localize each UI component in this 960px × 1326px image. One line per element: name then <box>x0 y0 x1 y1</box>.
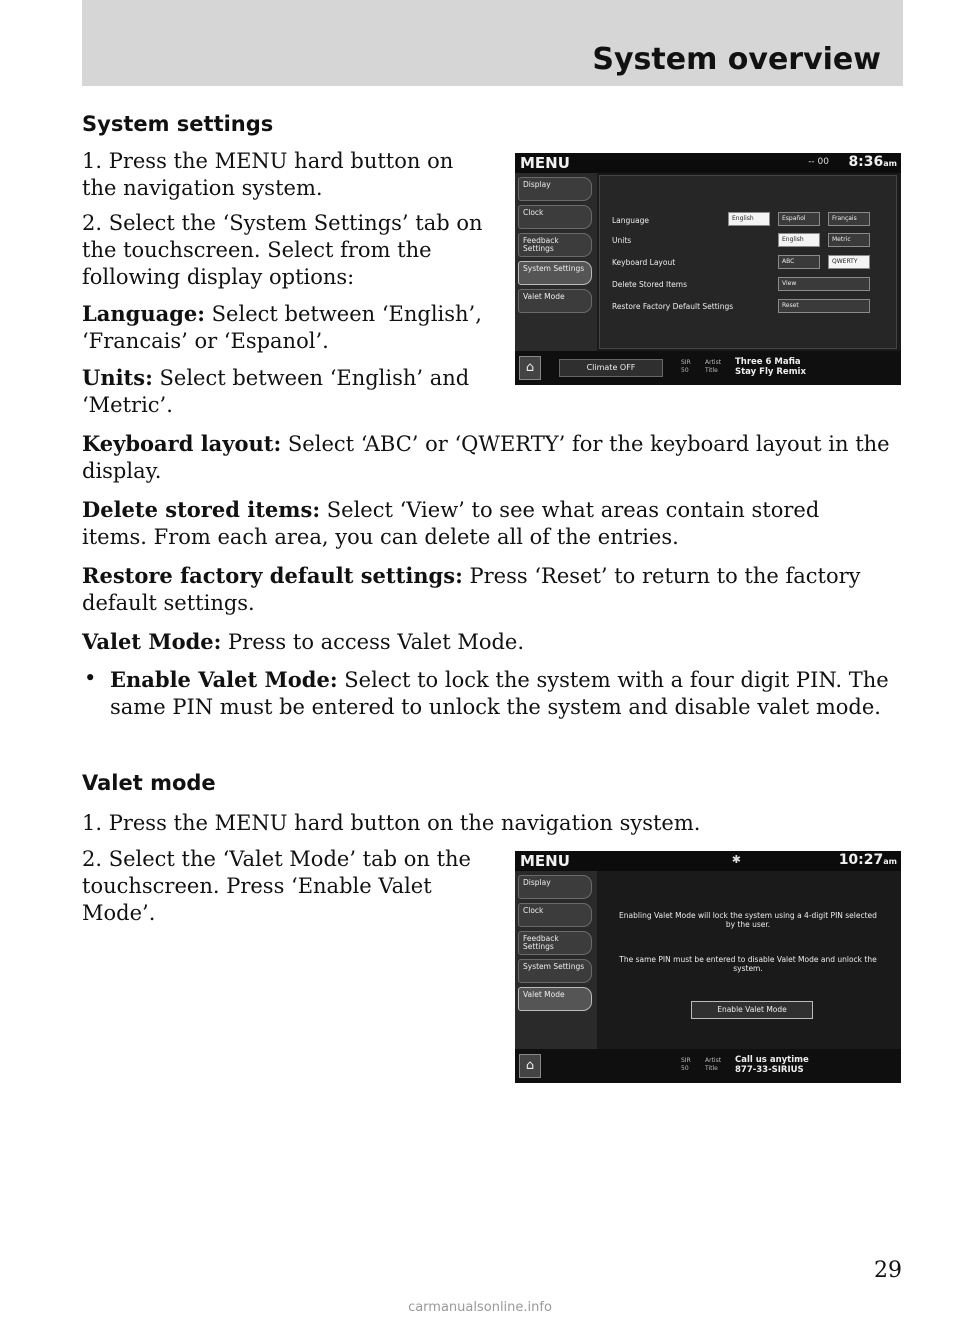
enable-valet-mode-text: Select to lock the system with a four digit PIN. The same PIN must be entered to unlock the system and disable valet mode. <box>110 668 889 719</box>
artist-label: Artist <box>705 1057 722 1064</box>
row-delete-stored-items: Delete Stored Items <box>612 280 687 289</box>
row-units: Units <box>612 236 632 245</box>
page-number: 29 <box>874 1258 902 1283</box>
track-info <box>735 357 806 377</box>
delete-stored-items-text: Select ‘View’ to see what areas contain stored items. From each area, you can delete all of the entries. <box>82 498 820 549</box>
title-label: Title <box>705 1065 718 1072</box>
artist-name: Three 6 Mafia <box>735 357 801 367</box>
restore-defaults-label: Restore factory default settings: <box>82 563 463 588</box>
climate-button[interactable]: Climate OFF <box>559 359 663 377</box>
reset-button[interactable]: Reset <box>778 299 870 313</box>
system-settings-screenshot <box>515 153 901 385</box>
option-francais[interactable]: Français <box>828 212 870 226</box>
tab-valet-mode[interactable]: Valet Mode <box>518 289 592 313</box>
bottom-bar <box>515 351 901 385</box>
bottom-bar <box>515 1049 901 1083</box>
clock-display <box>848 154 897 170</box>
tab-feedback-settings[interactable]: Feedback Settings <box>518 931 592 955</box>
title-label: Title <box>705 367 718 374</box>
menu-title: MENU <box>520 852 570 870</box>
home-icon[interactable]: ⌂ <box>519 1054 541 1078</box>
clock-time: 8:36 <box>848 154 884 170</box>
tab-display[interactable]: Display <box>518 177 592 201</box>
delete-stored-items-label: Delete stored items: <box>82 497 321 522</box>
units-text: Select between ‘English’ and ‘Metric’. <box>82 366 470 417</box>
status-bar <box>515 153 901 173</box>
section-heading-valet-mode: Valet mode <box>82 771 216 795</box>
keyboard-layout-label: Keyboard layout: <box>82 431 282 456</box>
song-title: 877-33-SIRIUS <box>735 1065 804 1075</box>
row-language: Language <box>612 216 650 225</box>
language-description <box>82 300 502 355</box>
language-text: Select between ‘English’, ‘Francais’ or ‘Espanol’. <box>82 302 482 353</box>
valet-mode-step-1: 1. Press the MENU hard button on the navigation system. <box>82 811 701 835</box>
tab-feedback-settings[interactable]: Feedback Settings <box>518 233 592 257</box>
delete-stored-items-description <box>82 496 872 551</box>
option-espanol[interactable]: Español <box>778 212 820 226</box>
valet-mode-description <box>82 628 902 656</box>
units-description <box>82 364 492 419</box>
language-label: Language: <box>82 301 205 326</box>
valet-mode-step-2: 2. Select the ‘Valet Mode’ tab on the touchscreen. Press ‘Enable Valet Mode’. <box>82 847 471 925</box>
menu-title: MENU <box>520 154 570 172</box>
restore-defaults-description <box>82 562 907 617</box>
valet-mode-text: Press to access Valet Mode. <box>221 630 525 654</box>
enable-valet-mode-label: Enable Valet Mode: <box>110 667 338 692</box>
source-top: SIR <box>681 359 691 366</box>
watermark: carmanualsonline.info <box>408 1300 552 1315</box>
bullet-icon: • <box>84 666 97 690</box>
bluetooth-icon: ✱ <box>731 853 741 866</box>
enable-valet-mode-description <box>110 666 900 721</box>
clock-suffix: am <box>883 857 897 866</box>
valet-message-2: The same PIN must be entered to disable Valet Mode and unlock the system. <box>619 955 877 973</box>
home-icon[interactable]: ⌂ <box>519 356 541 380</box>
view-button[interactable]: View <box>778 277 870 291</box>
source-bottom: 50 <box>681 1065 689 1072</box>
option-metric[interactable]: Metric <box>828 233 870 247</box>
source-label <box>681 1057 691 1073</box>
tab-system-settings[interactable]: System Settings <box>518 261 592 285</box>
track-info <box>735 1055 809 1075</box>
clock-time: 10:27 <box>838 852 884 868</box>
option-english-language[interactable]: English <box>728 212 770 226</box>
option-qwerty[interactable]: QWERTY <box>828 255 870 269</box>
keyboard-layout-text: Select ‘ABC’ or ‘QWERTY’ for the keyboard layout in the display. <box>82 432 890 483</box>
settings-panel <box>599 175 897 349</box>
artist-name: Call us anytime <box>735 1055 809 1065</box>
valet-mode-label: Valet Mode: <box>82 629 222 654</box>
menu-sidebar <box>515 173 597 351</box>
units-label: Units: <box>82 365 153 390</box>
header-bar <box>82 0 903 86</box>
clock-suffix: am <box>883 159 897 168</box>
system-settings-step-2: 2. Select the ‘System Settings’ tab on the touchscreen. Select from the following display options: <box>82 211 483 289</box>
track-labels <box>705 359 721 375</box>
source-bottom: 50 <box>681 367 689 374</box>
song-title: Stay Fly Remix <box>735 367 806 377</box>
section-heading-system-settings: System settings <box>82 112 274 136</box>
option-abc[interactable]: ABC <box>778 255 820 269</box>
option-english-units[interactable]: English <box>778 233 820 247</box>
keyboard-layout-description <box>82 430 902 485</box>
system-settings-step-1: 1. Press the MENU hard button on the navigation system. <box>82 149 454 200</box>
artist-label: Artist <box>705 359 722 366</box>
tab-valet-mode[interactable]: Valet Mode <box>518 987 592 1011</box>
valet-message-1: Enabling Valet Mode will lock the system using a 4-digit PIN selected by the user. <box>619 911 877 929</box>
enable-valet-mode-button[interactable]: Enable Valet Mode <box>691 1001 813 1019</box>
status-indicator: -- 00 <box>808 157 829 167</box>
page-title: System overview <box>592 42 881 77</box>
track-labels <box>705 1057 721 1073</box>
tab-display[interactable]: Display <box>518 875 592 899</box>
tab-system-settings[interactable]: System Settings <box>518 959 592 983</box>
source-label <box>681 359 691 375</box>
valet-mode-screenshot <box>515 851 901 1083</box>
restore-defaults-text: Press ‘Reset’ to return to the factory default settings. <box>82 564 861 615</box>
tab-clock[interactable]: Clock <box>518 205 592 229</box>
tab-clock[interactable]: Clock <box>518 903 592 927</box>
row-keyboard-layout: Keyboard Layout <box>612 258 676 267</box>
row-restore-defaults: Restore Factory Default Settings <box>612 302 734 311</box>
source-top: SIR <box>681 1057 691 1064</box>
